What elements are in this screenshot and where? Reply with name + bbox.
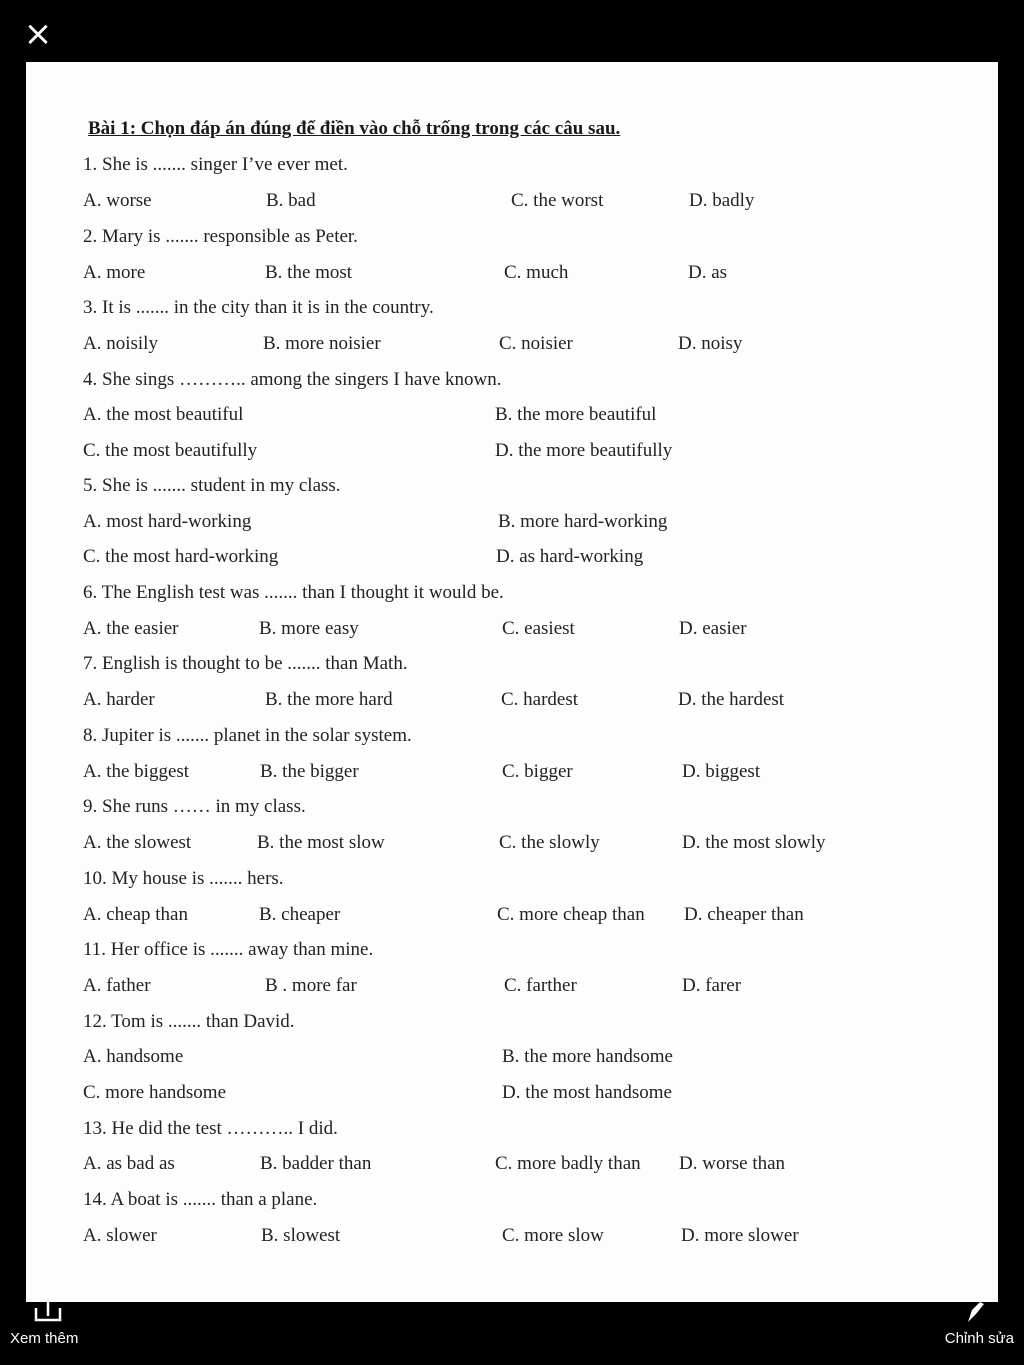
option-12a: A. handsome [83,1046,184,1067]
option-11d: D. farer [682,975,742,996]
option-11a: A. father [83,975,151,996]
top-bar [0,0,1024,62]
option-7b: B. the more hard [265,689,393,710]
question-7: 7. English is thought to be ....... than Math. [83,653,408,674]
option-6a: A. the easier [83,618,179,639]
question-5: 5. She is ....... student in my class. [83,475,341,496]
option-10c: C. more cheap than [497,904,645,925]
option-9b: B. the most slow [257,832,385,853]
option-2b: B. the most [265,262,353,283]
question-13: 13. He did the test ……….. I did. [83,1118,338,1139]
option-12c: C. more handsome [83,1082,227,1103]
question-14: 14. A boat is ....... than a plane. [83,1189,318,1210]
question-4: 4. She sings ……….. among the singers I have known. [83,369,502,390]
share-icon[interactable] [30,1302,66,1324]
option-13c: C. more badly than [495,1153,641,1174]
option-12d: D. the most handsome [502,1082,672,1103]
option-3a: A. noisily [83,333,158,354]
option-3b: B. more noisier [263,333,381,354]
question-6: 6. The English test was ....... than I thought it would be. [83,582,504,603]
option-10b: B. cheaper [259,904,341,925]
option-4d: D. the more beautifully [495,440,673,461]
option-14c: C. more slow [502,1225,604,1246]
option-14d: D. more slower [681,1225,799,1246]
option-14b: B. slowest [261,1225,341,1246]
option-7a: A. harder [83,689,155,710]
close-icon[interactable]: × [23,14,53,54]
option-14a: A. slower [83,1225,157,1246]
option-9c: C. the slowly [499,832,600,853]
option-6c: C. easiest [502,618,575,639]
question-2: 2. Mary is ....... responsible as Peter. [83,226,358,247]
option-8b: B. the bigger [260,761,359,782]
option-1b: B. bad [266,190,316,211]
option-11c: C. farther [504,975,577,996]
option-6d: D. easier [679,618,747,639]
option-5a: A. most hard-working [83,511,252,532]
question-12: 12. Tom is ....... than David. [83,1011,295,1032]
option-13b: B. badder than [260,1153,372,1174]
option-4a: A. the most beautiful [83,404,244,425]
question-9: 9. She runs …… in my class. [83,796,306,817]
option-7d: D. the hardest [678,689,785,710]
option-7c: C. hardest [501,689,579,710]
option-2d: D. as [688,262,728,283]
option-5d: D. as hard-working [496,546,644,567]
option-4b: B. the more beautiful [495,404,657,425]
option-12b: B. the more handsome [502,1046,673,1067]
bottom-bar [0,1302,1024,1365]
exercise-title: Bài 1: Chọn đáp án đúng để điền vào chỗ trống trong các câu sau. [88,118,621,139]
question-3: 3. It is ....... in the city than it is in the country. [83,297,434,318]
option-8c: C. bigger [502,761,573,782]
option-10a: A. cheap than [83,904,188,925]
document-page [26,62,998,1302]
question-8: 8. Jupiter is ....... planet in the solar system. [83,725,412,746]
option-1a: A. worse [83,190,152,211]
pencil-icon[interactable] [962,1302,988,1324]
option-3c: C. noisier [499,333,573,354]
edit-button[interactable]: Chỉnh sửa [944,1330,1014,1347]
option-1d: D. badly [689,190,755,211]
option-9d: D. the most slowly [682,832,826,853]
question-1: 1. She is ....... singer I’ve ever met. [83,154,348,175]
option-9a: A. the slowest [83,832,192,853]
option-1c: C. the worst [511,190,604,211]
option-10d: D. cheaper than [684,904,804,925]
option-6b: B. more easy [259,618,359,639]
question-10: 10. My house is ....... hers. [83,868,284,889]
option-2a: A. more [83,262,146,283]
option-3d: D. noisy [678,333,743,354]
option-13d: D. worse than [679,1153,786,1174]
option-4c: C. the most beautifully [83,440,258,461]
option-2c: C. much [504,262,569,283]
option-11b: B . more far [265,975,357,996]
option-5c: C. the most hard-working [83,546,279,567]
more-button[interactable]: Xem thêm [10,1330,79,1347]
question-11: 11. Her office is ....... away than mine. [83,939,374,960]
option-5b: B. more hard-working [498,511,668,532]
option-8a: A. the biggest [83,761,190,782]
option-8d: D. biggest [682,761,761,782]
option-13a: A. as bad as [83,1153,175,1174]
